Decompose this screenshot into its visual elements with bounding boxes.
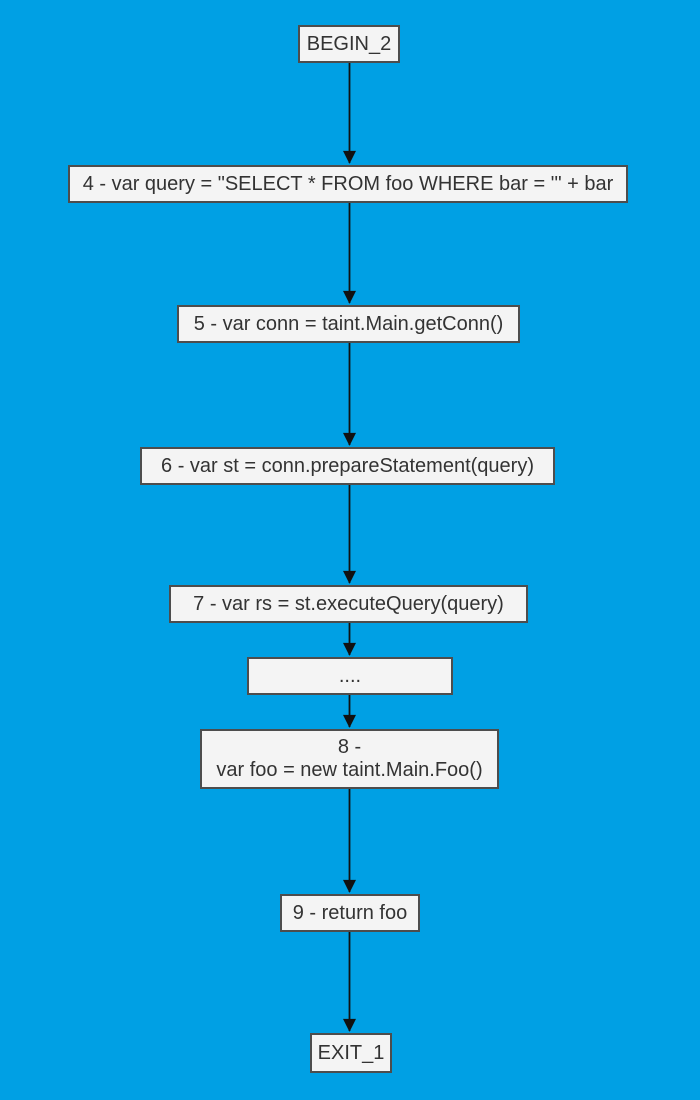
node-stmt-8-label-line1: 8 - <box>337 736 362 758</box>
node-stmt-7-execute-query[interactable] <box>169 585 528 623</box>
node-begin-2[interactable] <box>298 25 400 63</box>
node-stmt-9-label: 9 - return foo <box>292 901 408 924</box>
node-stmt-8-new-foo[interactable] <box>200 729 499 789</box>
node-stmt-4-label: 4 - var query = "SELECT * FROM foo WHERE bar = '" + bar <box>82 172 614 195</box>
node-exit-1-label: EXIT_1 <box>317 1041 385 1064</box>
node-ellipsis[interactable] <box>247 657 453 695</box>
node-stmt-6-label: 6 - var st = conn.prepareStatement(query) <box>161 454 534 477</box>
node-stmt-6-prepare-statement[interactable] <box>140 447 555 485</box>
node-stmt-9-return-foo[interactable] <box>280 894 420 932</box>
node-ellipsis-label: .... <box>338 664 362 687</box>
node-stmt-7-label: 7 - var rs = st.executeQuery(query) <box>193 592 504 615</box>
node-stmt-5-label: 5 - var conn = taint.Main.getConn() <box>193 312 504 335</box>
node-stmt-5-get-conn[interactable] <box>177 305 520 343</box>
node-stmt-4-query-assign[interactable] <box>68 165 628 203</box>
node-stmt-8-label-line2: var foo = new taint.Main.Foo() <box>216 759 483 781</box>
node-exit-1[interactable] <box>310 1033 392 1073</box>
node-begin-2-label: BEGIN_2 <box>306 32 392 55</box>
